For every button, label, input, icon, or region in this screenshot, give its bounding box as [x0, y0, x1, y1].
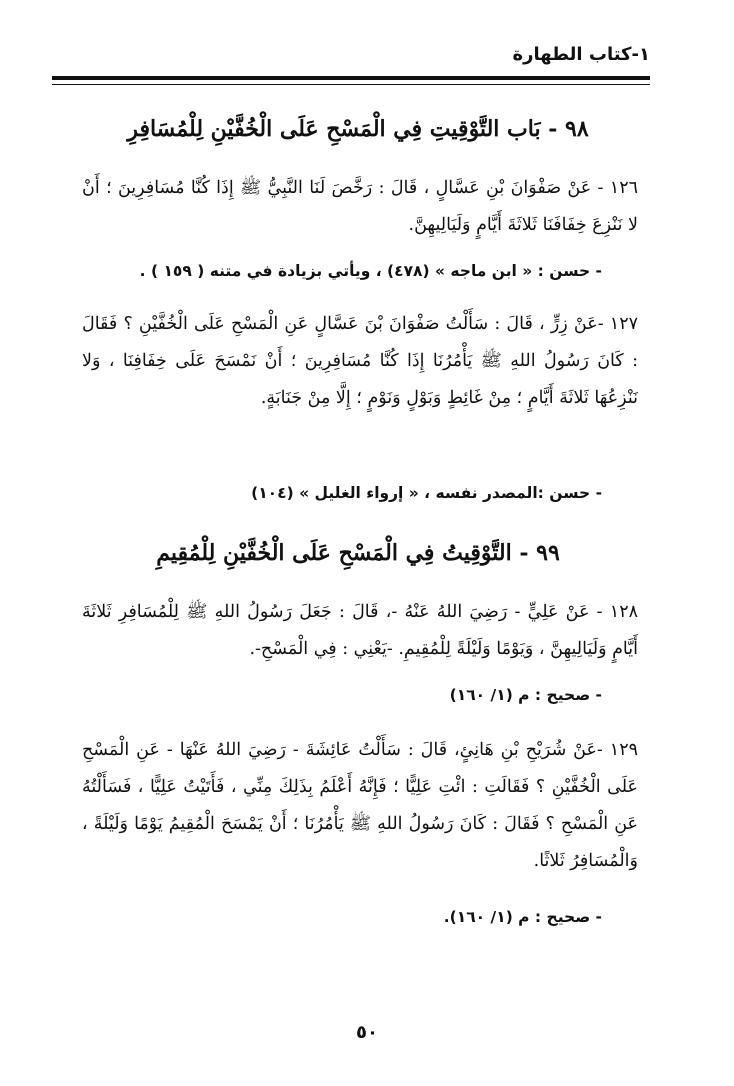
hadith-127-grade: - حسن :المصدر نفسه ، « إرواء الغليل » (١٠٤): [251, 484, 602, 502]
running-header: ١-كتاب الطهارة: [512, 44, 650, 65]
hadith-129: [82, 732, 638, 880]
hadith-126: [82, 170, 638, 244]
section-title-98: ٩٨ - بَاب التَّوْقِيتِ فِي الْمَسْحِ عَلَى الْخُفَّيْنِ لِلْمُسَافِرِ: [127, 116, 589, 142]
header-rule-thin: [52, 84, 650, 85]
hadith-text: ١٢٨ - عَنْ عَلِيٍّ - رَضِيَ اللهُ عَنْهُ -، قَالَ : جَعَلَ رَسُولُ اللهِ ﷺ لِلْمُسَافِرِ ثَلاثَةَ أَيَّامٍ وَلَيَالِيهِنَّ ، وَيَوْمًا وَلَيْلَةً لِلْمُقِيمِ. -يَعْنِي : فِي الْمَسْحِ-.: [82, 602, 638, 659]
hadith-text: ١٢٦ - عَنْ صَفْوَانَ بْنِ عَسَّالٍ ، قَالَ : رَخَّصَ لَنَا النَّبِيُّ ﷺ إِذَا كُنَّا مُسَافِرِينَ ؛ أَنْ لا نَنْزِعَ خِفَافَنَا ثَلاثَةَ أَيَّامٍ وَلَيَالِيهِنَّ.: [82, 178, 638, 235]
hadith-126-grade: - حسن : « ابن ماجه » (٤٧٨) ، ويأتي بزيادة في متنه ( ١٥٩ ) .: [139, 262, 602, 280]
hadith-129-grade: - صحيح : م (١/ ١٦٠).: [443, 908, 602, 926]
hadith-text: ١٢٩ -عَنْ شُرَيْحِ بْنِ هَانِئٍ، قَالَ : سَأَلْتُ عَائِشَةَ - رَضِيَ اللهُ عَنْهَا - عَنِ الْمَسْحِ عَلَى الْخُفَّيْنِ ؟ فَقَالَتِ : ائْتِ عَلِيًّا ؛ فَإِنَّهُ أَعْلَمُ بِذَلِكَ مِنِّي ، فَأَتَيْتُ عَلِيًّا ، فَسَأَلْتُهُ عَنِ الْمَسْحِ ؟ فَقَالَ : كَانَ رَسُولُ اللهِ ﷺ يَأْمُرُنَا ؛ أَنْ يَمْسَحَ الْمُقِيمُ يَوْمًا وَلَيْلَةً ، وَالْمُسَافِرُ ثَلاثًا.: [82, 740, 638, 871]
hadith-128: [82, 594, 638, 668]
section-title-99: ٩٩ - التَّوْقِيتُ فِي الْمَسْحِ عَلَى الْخُفَّيْنِ لِلْمُقِيمِ: [156, 540, 560, 566]
hadith-127: [82, 306, 638, 417]
header-rule-thick: [52, 76, 650, 80]
page-number: ٥٠: [356, 1022, 378, 1043]
hadith-128-grade: - صحيح : م (١/ ١٦٠): [449, 686, 602, 704]
hadith-text: ١٢٧ -عَنْ زِرٍّ ، قَالَ : سَأَلْتُ صَفْوَانَ بْنَ عَسَّالٍ عَنِ الْمَسْحِ عَلَى الْخُفَّيْنِ ؟ فَقَالَ : كَانَ رَسُولُ اللهِ ﷺ يَأْمُرُنَا إِذَا كُنَّا مُسَافِرِينَ ؛ أَنْ نَمْسَحَ عَلَى خِفَافِنَا ، وَلا نَنْزِعُهَا ثَلاثَةَ أَيَّامٍ ؛ مِنْ غَائِطٍ وَبَوْلٍ وَنَوْمٍ ؛ إِلَّا مِنْ جَنَابَةٍ.: [82, 314, 638, 408]
